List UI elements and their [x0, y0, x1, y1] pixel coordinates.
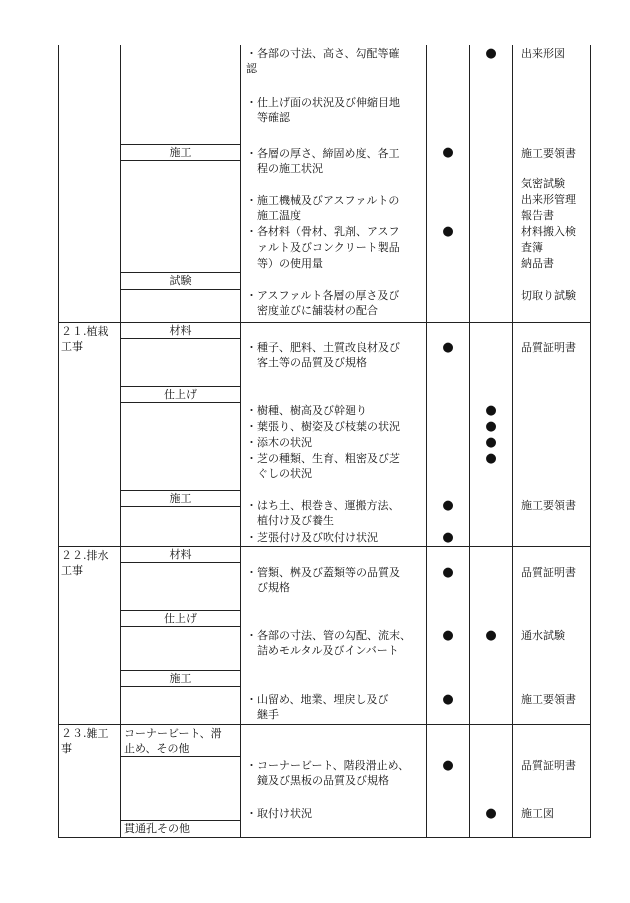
- sublabel-仕上げ: 仕上げ: [164, 612, 197, 625]
- check-dot: ●: [442, 224, 454, 239]
- item-text: ・添木の状況: [246, 436, 312, 449]
- item-text: ・芝の種類、生育、粗密及び芝: [246, 452, 400, 465]
- item-text: び規格: [246, 581, 290, 594]
- sublabel-corner-bead: コーナービート、滑: [124, 727, 222, 740]
- check-dot: ●: [442, 565, 454, 580]
- item-text: ・葉張り、樹姿及び枝葉の状況: [246, 420, 400, 433]
- doc-text: 納品書: [521, 257, 554, 270]
- item-text: ・各部の寸法、管の勾配、流末、: [246, 629, 411, 642]
- doc-text: 通水試験: [521, 629, 565, 642]
- doc-text: 施工要領書: [521, 499, 576, 512]
- doc-text: 品質証明書: [521, 566, 576, 579]
- item-text: ・樹種、樹高及び幹廻り: [246, 404, 367, 417]
- section-number: 事: [61, 742, 72, 755]
- item-text: ・アスファルト各層の厚さ及び: [246, 289, 400, 302]
- section-number: ２２.排水: [61, 549, 109, 562]
- item-text: ・各材料（骨材、乳剤、アスフ: [246, 225, 400, 238]
- item-text: ・山留め、地業、埋戻し及び: [246, 693, 389, 706]
- check-dot: ●: [485, 435, 497, 450]
- item-text: ・管類、桝及び蓋類等の品質及: [246, 566, 400, 579]
- doc-text: 査簿: [521, 241, 543, 254]
- item-text: 鏡及び黒板の品質及び規格: [246, 774, 389, 787]
- sublabel-施工: 施工: [169, 146, 192, 159]
- item-text: ・種子、肥料、土質改良材及び: [246, 341, 400, 354]
- item-text: ・施工機械及びアスファルトの: [246, 194, 400, 207]
- section-number: 工事: [61, 564, 83, 577]
- check-dot: ●: [442, 758, 454, 773]
- check-dot: ●: [485, 46, 497, 61]
- section-number: ２３.雑工: [61, 727, 109, 740]
- item-text: ・コーナービート、階段滑止め、: [246, 759, 410, 772]
- check-dot: ●: [442, 692, 454, 707]
- section-number: 工事: [61, 340, 83, 353]
- doc-text: 品質証明書: [521, 341, 576, 354]
- sublabel-施工: 施工: [169, 672, 192, 685]
- item-text: ・各部の寸法、高さ、勾配等確: [246, 47, 400, 60]
- check-dot: ●: [485, 628, 497, 643]
- section-number: ２１.植栽: [61, 325, 109, 338]
- item-text: 継手: [246, 708, 279, 721]
- item-text: ・各層の厚さ、締固め度、各工: [246, 147, 400, 160]
- doc-text: 施工図: [521, 807, 554, 820]
- check-dot: ●: [485, 419, 497, 434]
- item-text: 等）の使用量: [246, 257, 323, 270]
- doc-text: 品質証明書: [521, 759, 576, 772]
- item-text: ァルト及びコンクリート製品: [246, 241, 400, 254]
- doc-text: 切取り試験: [521, 289, 576, 302]
- item-text: 等確認: [246, 111, 290, 124]
- check-dot: ●: [442, 498, 454, 513]
- check-dot: ●: [485, 451, 497, 466]
- sublabel-施工: 施工: [169, 492, 192, 505]
- item-text: 程の施工状況: [246, 162, 323, 175]
- sublabel-through-hole: 貫通孔その他: [124, 822, 190, 835]
- sublabel-材料: 材料: [169, 324, 192, 337]
- doc-text: 出来形管理: [521, 193, 576, 206]
- sublabel-仕上げ: 仕上げ: [164, 388, 197, 401]
- item-text: 密度並びに舗装材の配合: [246, 304, 378, 317]
- check-dot: ●: [442, 340, 454, 355]
- doc-text: 報告書: [521, 209, 554, 222]
- item-text: 詰めモルタル及びインバート: [246, 644, 399, 657]
- check-dot: ●: [485, 403, 497, 418]
- check-dot: ●: [442, 145, 454, 160]
- item-text: ぐしの状況: [246, 467, 312, 480]
- item-text: 植付け及び養生: [246, 514, 334, 527]
- sublabel-試験: 試験: [169, 274, 192, 287]
- check-dot: ●: [485, 806, 497, 821]
- doc-text: 材料搬入検: [521, 225, 576, 238]
- check-dot: ●: [442, 628, 454, 643]
- sublabel-材料: 材料: [169, 548, 192, 561]
- item-text: 認: [246, 62, 257, 75]
- sublabel-corner-bead: 止め、その他: [124, 742, 190, 755]
- doc-text: 施工要領書: [521, 693, 576, 706]
- doc-text: 施工要領書: [521, 147, 576, 160]
- item-text: ・はち土、根巻き、運搬方法、: [246, 499, 400, 512]
- doc-text: 気密試験: [521, 177, 565, 190]
- item-text: ・芝張付け及び吹付け状況: [246, 531, 378, 544]
- check-dot: ●: [442, 530, 454, 545]
- item-text: ・仕上げ面の状況及び伸縮目地: [246, 96, 400, 109]
- item-text: 客土等の品質及び規格: [246, 356, 367, 369]
- item-text: ・取付け状況: [246, 807, 312, 820]
- item-text: 施工温度: [246, 209, 301, 222]
- doc-text: 出来形図: [521, 47, 565, 60]
